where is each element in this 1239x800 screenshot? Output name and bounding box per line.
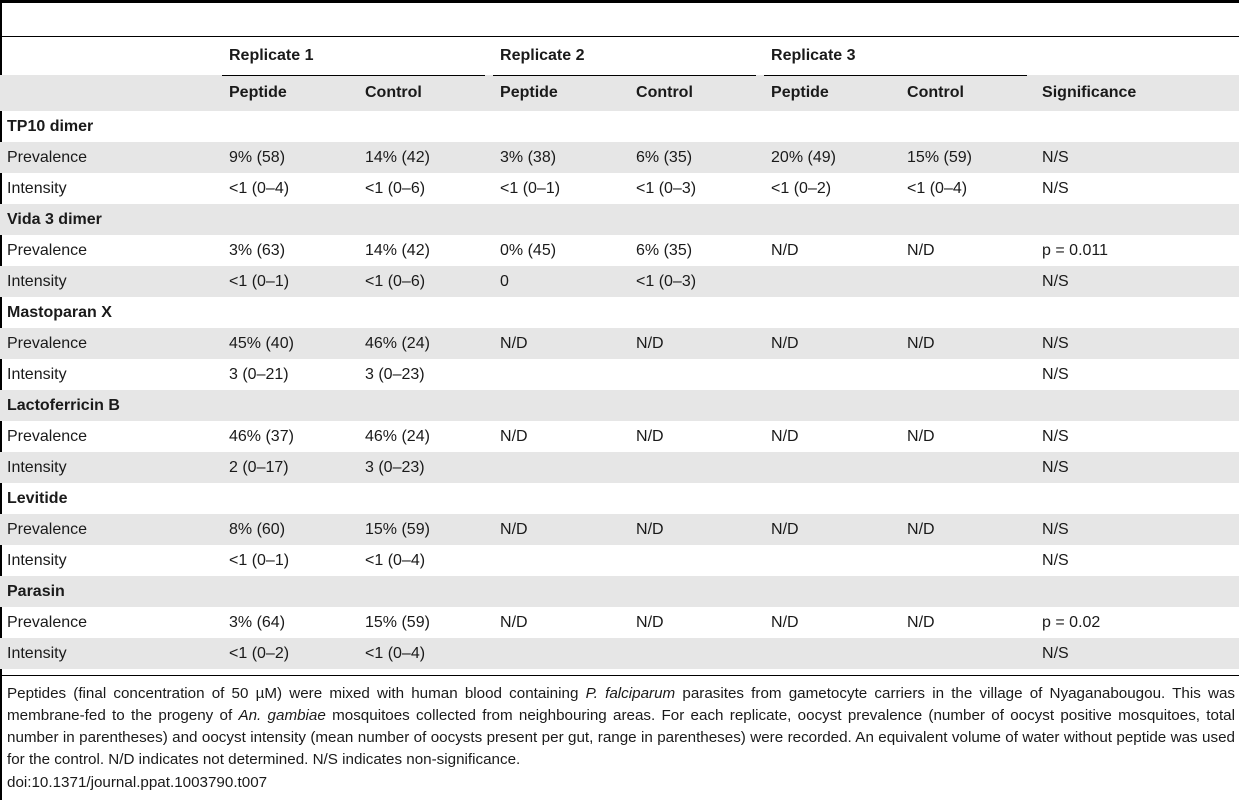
- table-cell: <1 (0–3): [636, 179, 697, 197]
- table-cell: [764, 638, 900, 669]
- table-row: [0, 173, 1239, 204]
- table-cell: [493, 545, 629, 576]
- table-cell: N/S: [1035, 452, 1239, 483]
- table-cell: N/D: [629, 328, 764, 359]
- table-cell: <1 (0–4): [229, 179, 290, 197]
- table-row: [0, 328, 1239, 359]
- table-cell: 2 (0–17): [222, 452, 358, 483]
- group-name: Mastoparan X: [7, 303, 112, 321]
- table-cell: <1 (0–1): [500, 179, 561, 197]
- table-cell: N/D: [771, 613, 799, 631]
- table-cell: 15% (59): [900, 142, 1035, 173]
- table-cell: <1 (0–6): [358, 266, 493, 297]
- replicate-header-row: [0, 37, 1239, 75]
- row-label: Intensity: [7, 365, 67, 383]
- table-cell: <1 (0–2): [222, 638, 358, 669]
- table-cell: 14% (42): [365, 241, 430, 259]
- table-cell: 0% (45): [500, 241, 557, 259]
- table-cell: 6% (35): [636, 241, 693, 259]
- table-cell: [629, 638, 764, 669]
- table-cell: <1 (0–4): [358, 638, 493, 669]
- table-cell: [629, 452, 764, 483]
- group-name: Vida 3 dimer: [0, 204, 1239, 235]
- table-row: [0, 607, 1239, 638]
- table-cell: p = 0.011: [1042, 241, 1109, 259]
- col-header-peptide-3: Peptide: [764, 75, 900, 111]
- table-row: [0, 514, 1239, 545]
- row-label: Prevalence: [0, 142, 222, 173]
- table-cell: N/D: [764, 328, 900, 359]
- table-cell: 15% (59): [358, 514, 493, 545]
- row-label: Prevalence: [7, 241, 88, 259]
- row-label: Intensity: [7, 179, 67, 197]
- table-cell: N/S: [1042, 365, 1069, 383]
- table-cell: N/S: [1042, 427, 1069, 445]
- table-cell: [764, 545, 900, 576]
- table-cell: N/S: [1035, 266, 1239, 297]
- table-cell: <1 (0–1): [222, 266, 358, 297]
- row-label: Prevalence: [0, 328, 222, 359]
- doi-line: doi:10.1371/journal.ppat.1003790.t007: [7, 774, 268, 791]
- group-row: [0, 297, 1239, 328]
- row-label: Intensity: [0, 452, 222, 483]
- replicate-3-underline: [764, 75, 1027, 76]
- table-cell: N/S: [1042, 179, 1069, 197]
- table-bottom-rule: [0, 675, 1239, 676]
- replicate-1-header: Replicate 1: [229, 47, 314, 64]
- table-row: [0, 235, 1239, 266]
- table-cell: 45% (40): [222, 328, 358, 359]
- table-cell: 3% (38): [493, 142, 629, 173]
- table-cell: N/D: [764, 514, 900, 545]
- col-header-control-3: Control: [900, 75, 1035, 111]
- row-label: Prevalence: [7, 427, 88, 445]
- table-cell: N/D: [500, 613, 528, 631]
- table-cell: 3 (0–21): [229, 365, 289, 383]
- replicate-2-underline: [493, 75, 756, 76]
- group-row: [0, 483, 1239, 514]
- table-cell: [900, 452, 1035, 483]
- table-row: [0, 545, 1239, 576]
- table-cell: N/D: [907, 241, 935, 259]
- table-cell: N/D: [493, 328, 629, 359]
- table-row: [0, 142, 1239, 173]
- row-label: Intensity: [7, 551, 67, 569]
- table-cell: N/D: [493, 514, 629, 545]
- table-cell: [764, 452, 900, 483]
- col-header-peptide-1: Peptide: [222, 75, 358, 111]
- table-cell: 14% (42): [358, 142, 493, 173]
- table-cell: 3% (63): [229, 241, 286, 259]
- table-cell: N/D: [900, 328, 1035, 359]
- table-footnote: Peptides (final concentration of 50 µM) were mixed with human blood containing P. falciparum parasites from gametocyte carriers in the village of Nyaganabougou. This was membrane-fed to the progeny of An. gambiae mosquitoes collected from neighbouring areas. For each replicate, oocyst prevalence (number of oocyst positive mosquitoes, total number in parentheses) and oocyst intensity (mean number of oocysts present per gut, range in parentheses) were recorded. An equivalent volume of water without peptide was used for the control. N/D indicates not determined. N/S indicates non-significance.: [7, 685, 1236, 768]
- table-cell: [493, 452, 629, 483]
- table-cell: N/D: [907, 613, 935, 631]
- col-header-peptide-2: Peptide: [493, 75, 629, 111]
- row-label: Intensity: [0, 266, 222, 297]
- table-cell: [900, 545, 1035, 576]
- table-cell: [629, 545, 764, 576]
- table-cell: N/S: [1035, 638, 1239, 669]
- table-row: [0, 452, 1239, 483]
- table-cell: N/S: [1042, 551, 1069, 569]
- group-name: TP10 dimer: [7, 117, 94, 135]
- table-cell: [900, 638, 1035, 669]
- row-label: Intensity: [0, 638, 222, 669]
- table-cell: N/D: [500, 427, 528, 445]
- table-cell: [764, 359, 900, 390]
- col-header-control-1: Control: [358, 75, 493, 111]
- group-row: [0, 576, 1239, 607]
- group-name: Parasin: [0, 576, 1239, 607]
- col-header-control-2: Control: [629, 75, 764, 111]
- table-cell: <1 (0–4): [365, 551, 426, 569]
- row-label: Prevalence: [0, 514, 222, 545]
- table-cell: <1 (0–2): [771, 179, 832, 197]
- table-cell: 15% (59): [365, 613, 430, 631]
- table-cell: <1 (0–4): [907, 179, 968, 197]
- table-cell: N/D: [771, 241, 799, 259]
- table-cell: [900, 266, 1035, 297]
- table-cell: 6% (35): [629, 142, 764, 173]
- table-cell: p = 0.02: [1042, 613, 1101, 631]
- row-label: Prevalence: [7, 613, 88, 631]
- table-row: [0, 638, 1239, 669]
- table-cell: N/S: [1035, 514, 1239, 545]
- table-cell: N/D: [629, 514, 764, 545]
- table-cell: N/D: [907, 427, 935, 445]
- table-cell: [629, 359, 764, 390]
- table-cell: 46% (24): [365, 427, 430, 445]
- table-cell: N/S: [1035, 142, 1239, 173]
- group-row: [0, 204, 1239, 235]
- table-cell: 9% (58): [222, 142, 358, 173]
- table-row: [0, 359, 1239, 390]
- table-cell: 3 (0–23): [358, 452, 493, 483]
- col-header-significance: Significance: [1035, 75, 1239, 111]
- table-cell: <1 (0–6): [365, 179, 426, 197]
- table-cell: 46% (24): [358, 328, 493, 359]
- table-row: [0, 266, 1239, 297]
- table-cell: 20% (49): [764, 142, 900, 173]
- group-name: Levitide: [7, 489, 68, 507]
- table-cell: <1 (0–3): [629, 266, 764, 297]
- group-row: [0, 111, 1239, 142]
- table-cell: 8% (60): [222, 514, 358, 545]
- table-cell: 46% (37): [229, 427, 294, 445]
- table-cell: N/D: [636, 613, 664, 631]
- table-cell: N/D: [636, 427, 664, 445]
- table-cell: 3% (64): [229, 613, 286, 631]
- group-row: [0, 390, 1239, 421]
- replicate-2-header: Replicate 2: [500, 47, 585, 64]
- table-cell: <1 (0–1): [229, 551, 290, 569]
- column-header-row: [0, 75, 1239, 111]
- table-cell: N/D: [900, 514, 1035, 545]
- replicate-3-header: Replicate 3: [771, 47, 856, 64]
- table-cell: [900, 359, 1035, 390]
- table-top-rule: [0, 0, 1239, 3]
- table-cell: [493, 359, 629, 390]
- table-cell: 0: [493, 266, 629, 297]
- table-row: [0, 421, 1239, 452]
- table-cell: [493, 638, 629, 669]
- group-name: Lactoferricin B: [0, 390, 1239, 421]
- replicate-1-underline: [222, 75, 485, 76]
- table-cell: 3 (0–23): [365, 365, 425, 383]
- table-cell: [764, 266, 900, 297]
- table-cell: N/S: [1035, 328, 1239, 359]
- table-cell: N/D: [771, 427, 799, 445]
- results-table: [0, 37, 1239, 669]
